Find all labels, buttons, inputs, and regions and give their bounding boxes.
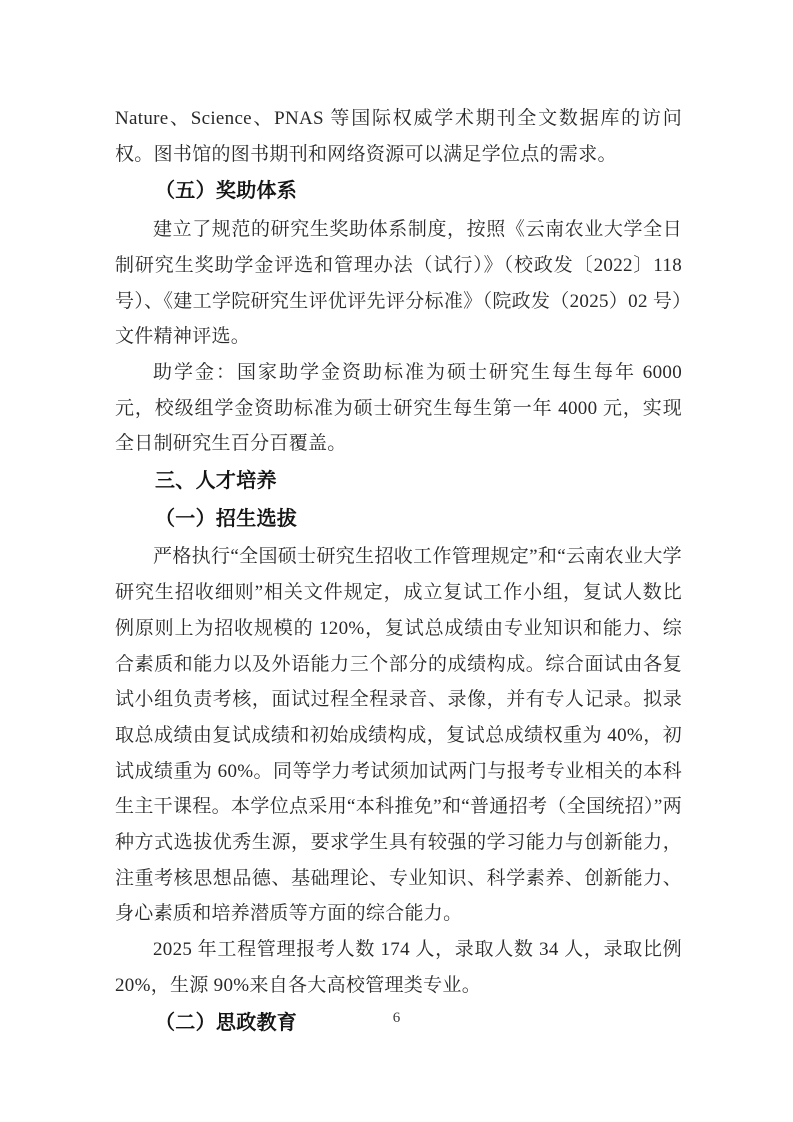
section-heading: （五）奖助体系 bbox=[155, 180, 298, 203]
paragraph: 建立了规范的研究生奖助体系制度，按照《云南农业大学全日制研究生奖助学金评选和管理办法（试行）》（校政发〔2022〕118 号）、《建工学院研究生评优评先评分标准》（院政发（2025）02 号）文件精神评选。 bbox=[115, 219, 682, 348]
section-heading: （一）招生选拔 bbox=[155, 507, 298, 530]
paragraph: 2025 年工程管理报考人数 174 人，录取人数 34 人，录取比例 20%，生源 90%来自各大高校管理类专业。 bbox=[115, 939, 682, 996]
page-number: 6 bbox=[392, 1010, 401, 1026]
paragraph: 严格执行“全国硕士研究生招收工作管理规定”和“云南农业大学研究生招收细则”相关文件规定，成立复试工作小组，复试人数比例原则上为招收规模的 120%，复试总成绩由专业知识和能力、综合素质和能力以及外语能力三个部分的成绩构成。综合面试由各复试小组负责考核，面试过程全程录音、录像，并有专人记录。拟录取总成绩由复试成绩和初始成绩构成，复试总成绩权重为 40%，初试成绩重为 60%。同等学力考试须加试两门与报考专业相关的本科生主干课程。本学位点采用“本科推免”和“普通招考（全国统招）”两种方式选拔优秀生源，要求学生具有较强的学习能力与创新能力，注重考核思想品德、基础理论、专业知识、科学素养、创新能力、身心素质和培养潜质等方面的综合能力。 bbox=[115, 546, 682, 925]
section-heading: （二）思政教育 bbox=[155, 1011, 298, 1034]
section-heading: 三、人才培养 bbox=[155, 470, 277, 493]
paragraph: Nature、Science、PNAS 等国际权威学术期刊全文数据库的访问权。图书馆的图书期刊和网络资源可以满足学位点的需求。 bbox=[115, 108, 682, 165]
page-content bbox=[115, 101, 682, 1043]
paragraph: 助学金：国家助学金资助标准为硕士研究生每生每年 6000 元，校级组学金资助标准为硕士研究生每生第一年 4000 元，实现全日制研究生百分百覆盖。 bbox=[115, 361, 682, 455]
